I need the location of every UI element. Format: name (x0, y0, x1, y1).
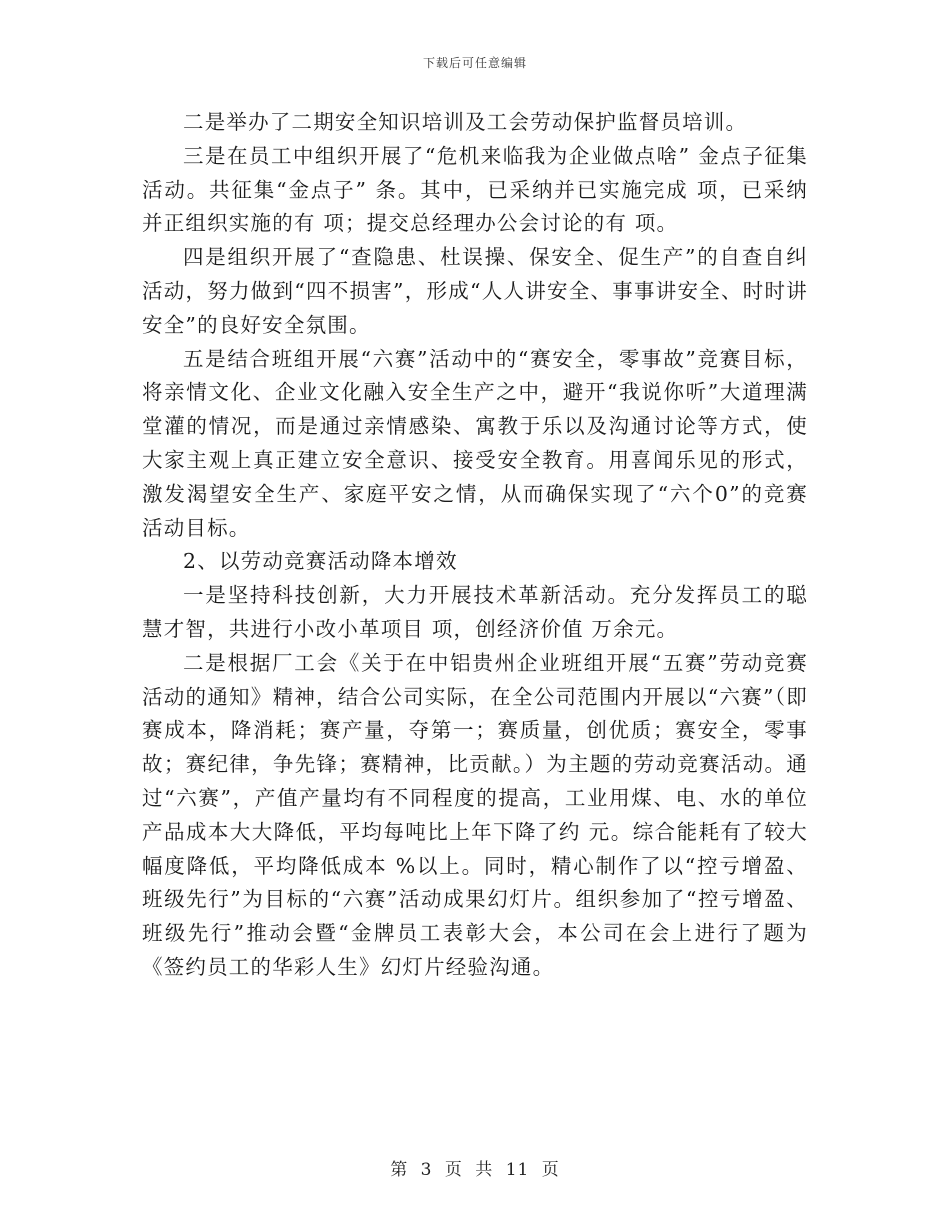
paragraph-golden-ideas: 三是在员工中组织开展了“危机来临我为企业做点啥” 金点子征集活动。共征集“金点子” 条。其中，已采纳并已实施完成 项，已采纳并正组织实施的有 项；提交总经理办公会讨论的有 项。 (142, 143, 808, 236)
paragraph-six-competitions-safety: 五是结合班组开展“六赛”活动中的“赛安全，零事故”竞赛目标，将亲情文化、企业文化融入安全生产之中，避开“我说你听”大道理满堂灌的情况，而是通过亲情感染、寓教于乐以及沟通讨论等方式，使大家主观上真正建立安全意识、接受安全教育。用喜闻乐见的形式，激发渴望安全生产、家庭平安之情，从而确保实现了“六个0”的竞赛活动目标。 (142, 346, 808, 540)
paragraph-tech-innovation: 一是坚持科技创新，大力开展技术革新活动。充分发挥员工的聪慧才智，共进行小改小革项目 项，创经济价值 万余元。 (142, 583, 808, 641)
paragraph-training: 二是举办了二期安全知识培训及工会劳动保护监督员培训。 (183, 110, 748, 134)
document-body (142, 106, 808, 985)
paragraph-labor-competition: 二是根据厂工会《关于在中铝贵州企业班组开展“五赛”劳动竞赛活动的通知》精神，结合公司实际，在全公司范围内开展以“六赛”（即赛成本，降消耗；赛产量，夺第一；赛质量，创优质；赛安全，零事故；赛纪律，争先锋；赛精神，比贡献。）为主题的劳动竞赛活动。通过“六赛”，产值产量均有不同程度的提高，工业用煤、电、水的单位产品成本大大降低，平均每吨比上年下降了约 元。综合能耗有了较大幅度降低，平均降低成本 %以上。同时，精心制作了以“控亏增盈、班级先行”为目标的“六赛”活动成果幻灯片。组织参加了“控亏增盈、班级先行”推动会暨“金牌员工表彰大会，本公司在会上进行了题为《签约员工的华彩人生》幻灯片经验沟通。 (142, 650, 808, 979)
page-footer: 第 3 页 共 11 页 (390, 1160, 560, 1180)
paragraph-self-inspection: 四是组织开展了“查隐患、杜误操、保安全、促生产”的自查自纠活动，努力做到“四不损害”，形成“人人讲安全、事事讲安全、时时讲安全”的良好安全氛围。 (142, 245, 808, 337)
page-header: 下载后可任意编辑 (422, 56, 527, 70)
section-heading-cost-reduction: 2、以劳动竞赛活动降本增效 (183, 549, 458, 574)
